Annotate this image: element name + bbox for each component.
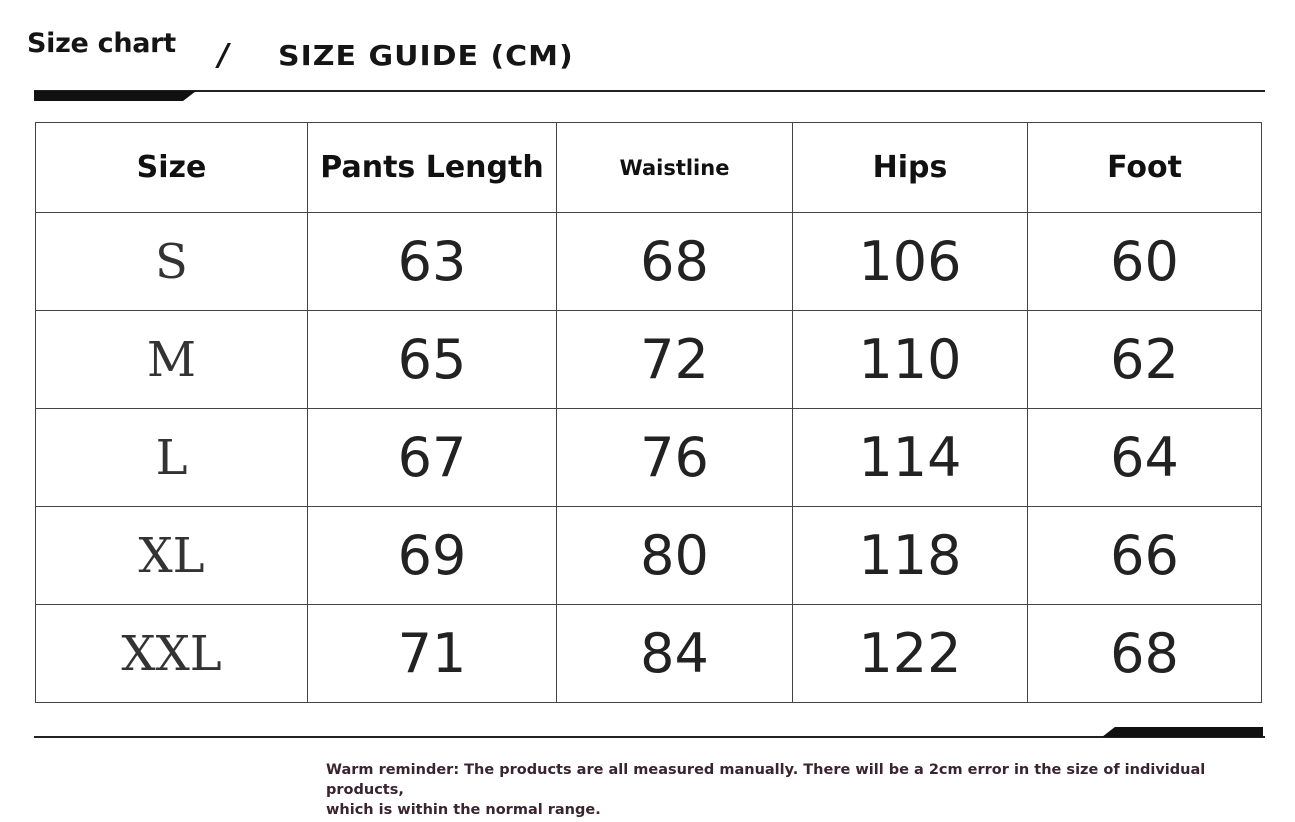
pants-length-cell: 63 [308, 213, 557, 311]
size-cell: XXL [36, 605, 308, 703]
column-header-hips: Hips [793, 123, 1028, 213]
waistline-cell: 76 [557, 409, 793, 507]
pants-length-cell: 65 [308, 311, 557, 409]
size-chart-title: Size chart [27, 28, 176, 59]
foot-cell: 62 [1028, 311, 1262, 409]
table-row [36, 213, 1262, 311]
waistline-cell: 68 [557, 213, 793, 311]
hips-cell: 106 [793, 213, 1028, 311]
warm-reminder-note [326, 760, 1286, 820]
table-row [36, 409, 1262, 507]
top-divider-accent [34, 91, 196, 101]
size-cell: M [36, 311, 308, 409]
waistline-cell: 80 [557, 507, 793, 605]
table-header-row [36, 123, 1262, 213]
foot-cell: 68 [1028, 605, 1262, 703]
reminder-line-2: which is within the normal range. [326, 802, 601, 818]
pants-length-cell: 71 [308, 605, 557, 703]
title-separator: / [218, 38, 229, 73]
table-row [36, 311, 1262, 409]
bottom-divider [34, 736, 1265, 738]
size-cell: S [36, 213, 308, 311]
hips-cell: 110 [793, 311, 1028, 409]
table-row [36, 605, 1262, 703]
pants-length-cell: 69 [308, 507, 557, 605]
hips-cell: 114 [793, 409, 1028, 507]
bottom-divider-accent [1102, 727, 1263, 737]
waistline-cell: 84 [557, 605, 793, 703]
column-header-waistline: Waistline [557, 123, 793, 213]
column-header-foot: Foot [1028, 123, 1262, 213]
pants-length-cell: 67 [308, 409, 557, 507]
waistline-cell: 72 [557, 311, 793, 409]
column-header-pants-length: Pants Length [308, 123, 557, 213]
hips-cell: 122 [793, 605, 1028, 703]
foot-cell: 64 [1028, 409, 1262, 507]
hips-cell: 118 [793, 507, 1028, 605]
size-cell: L [36, 409, 308, 507]
size-table [35, 122, 1262, 703]
top-divider [34, 90, 1265, 92]
table-row [36, 507, 1262, 605]
reminder-line-1: Warm reminder: The products are all measured manually. There will be a 2cm error in the size of individual products, [326, 762, 1206, 798]
foot-cell: 66 [1028, 507, 1262, 605]
size-cell: XL [36, 507, 308, 605]
column-header-size: Size [36, 123, 308, 213]
foot-cell: 60 [1028, 213, 1262, 311]
size-guide-title: SIZE GUIDE (CM) [278, 40, 574, 73]
